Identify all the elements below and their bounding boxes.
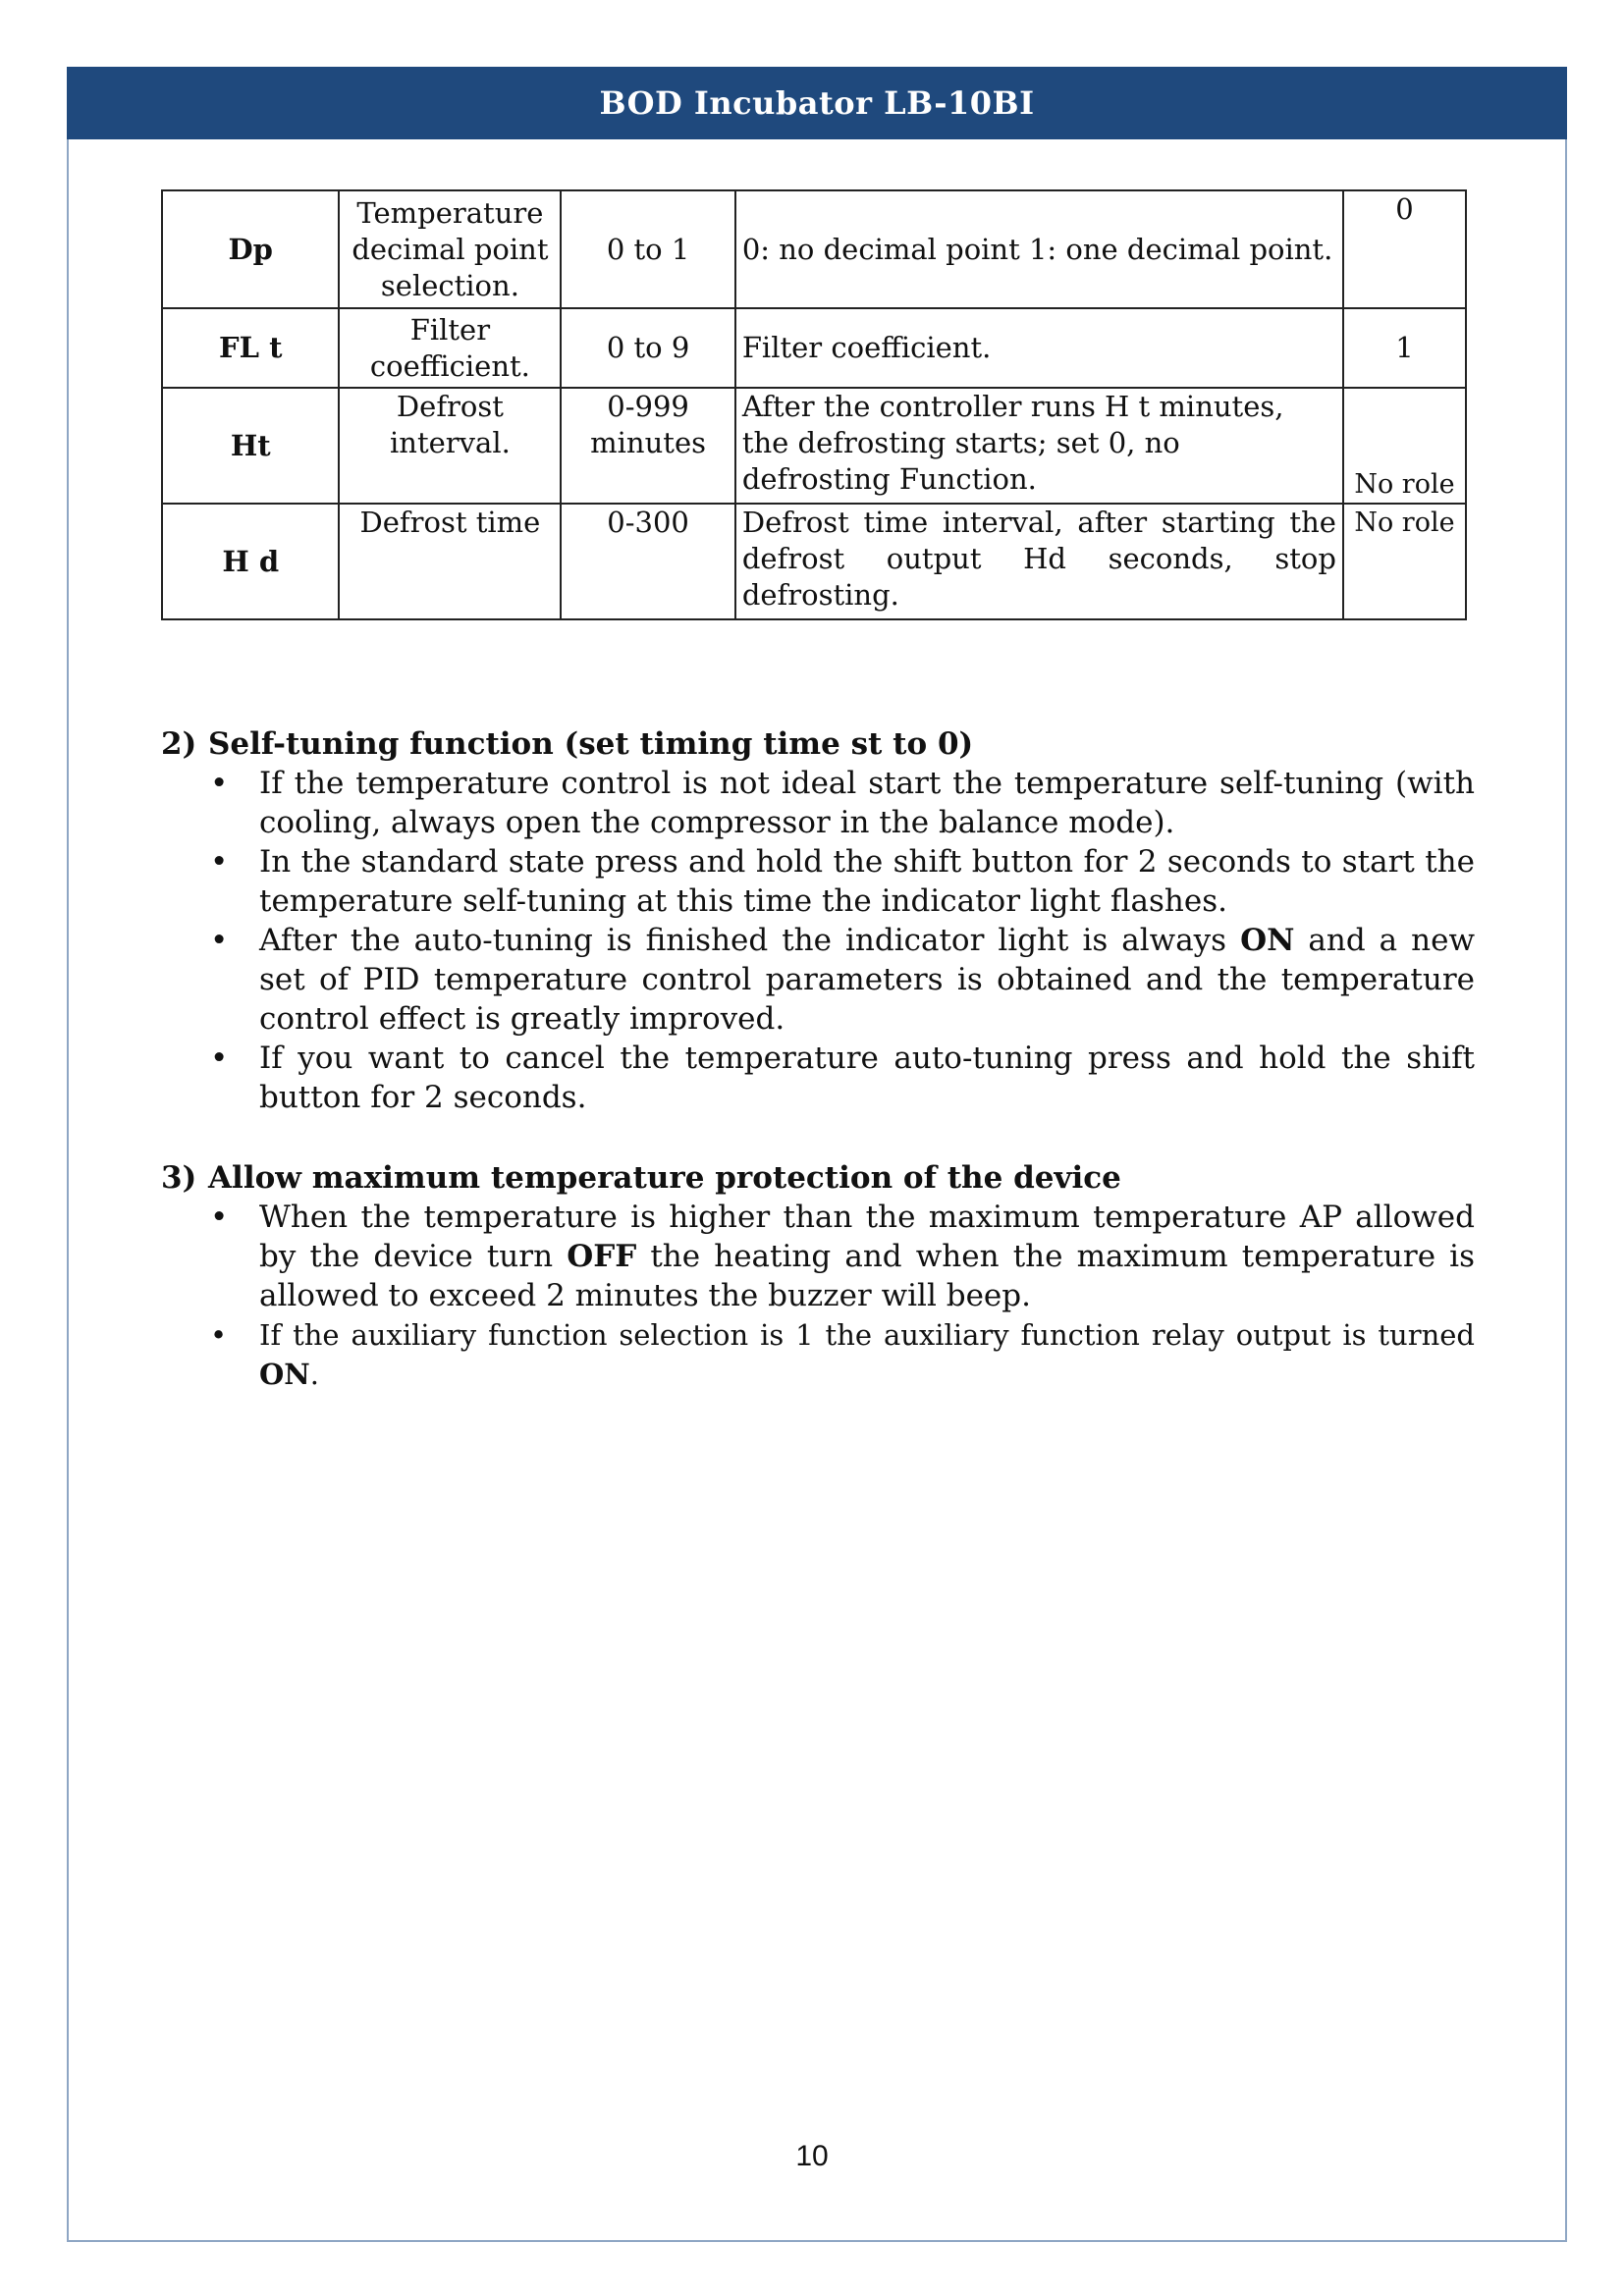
table-row: [162, 504, 1466, 619]
param-description: 0: no decimal point 1: one decimal point.: [735, 190, 1343, 308]
param-description: Defrost time interval, after starting the defrost output Hd seconds, stop defrosting.: [735, 504, 1343, 619]
table-row: [162, 388, 1466, 504]
section-title: Self-tuning function (set timing time st to 0): [208, 726, 974, 762]
page-number: 10: [795, 2140, 829, 2172]
list-item-text: the heating and when the maximum temperature is allowed to exceed 2 minutes the buzzer will beep.: [259, 1239, 1476, 1313]
section-number: 2): [161, 726, 197, 762]
section-max-temp-protection: [161, 1158, 1475, 1394]
param-name: Temperature decimal point selection.: [339, 190, 561, 308]
list-item-text: After the auto-tuning is finished the indicator light is always: [259, 923, 1241, 958]
bullet-list: [161, 1198, 1475, 1394]
list-item: [161, 1315, 1475, 1394]
bullet-icon: •: [210, 766, 229, 801]
param-range: 0 to 9: [561, 308, 734, 388]
bullet-list: [161, 764, 1475, 1117]
param-code: Ht: [162, 388, 339, 504]
param-description: Filter coefficient.: [735, 308, 1343, 388]
param-code: H d: [162, 504, 339, 619]
param-default: 0: [1343, 190, 1466, 308]
bullet-icon: •: [210, 844, 229, 880]
section-number: 3): [161, 1160, 197, 1196]
param-default: No role: [1343, 388, 1466, 504]
bullet-icon: •: [210, 1041, 229, 1076]
parameter-table: [161, 189, 1467, 620]
section-heading: [161, 724, 1475, 764]
list-item-text: If the temperature control is not ideal start the temperature self-tuning (with cooling, always open the compressor in the balance mode).: [259, 766, 1475, 840]
param-name: Filter coefficient.: [339, 308, 561, 388]
param-default: No role: [1343, 504, 1466, 619]
list-item-text: In the standard state press and hold the shift button for 2 seconds to start the temperature self-tuning at this time the indicator light flashes.: [259, 844, 1475, 919]
document-title: BOD Incubator LB-10BI: [599, 84, 1035, 122]
table-row: [162, 308, 1466, 388]
bullet-icon: •: [210, 923, 229, 958]
param-name: Defrost interval.: [339, 388, 561, 504]
list-item: [161, 1198, 1475, 1315]
param-default: 1: [1343, 308, 1466, 388]
section-title: Allow maximum temperature protection of the device: [208, 1160, 1121, 1196]
param-name: Defrost time: [339, 504, 561, 619]
emphasis-text: ON: [259, 1358, 310, 1391]
param-range: 0-300: [561, 504, 734, 619]
list-item: [161, 1039, 1475, 1117]
list-item-text: If the auxiliary function selection is 1 the auxiliary function relay output is turned: [259, 1318, 1475, 1352]
list-item-text: .: [309, 1358, 319, 1391]
bullet-icon: •: [210, 1200, 229, 1235]
list-item-text: When the temperature is higher than the maximum temperature AP allowed by the device turn: [259, 1200, 1475, 1274]
param-description: After the controller runs H t minutes, the defrosting starts; set 0, no defrosting Function.: [735, 388, 1343, 504]
list-item: [161, 921, 1475, 1039]
section-heading: [161, 1158, 1475, 1198]
list-item: [161, 764, 1475, 842]
param-code: FL t: [162, 308, 339, 388]
list-item-text: If you want to cancel the temperature auto-tuning press and hold the shift button for 2 seconds.: [259, 1041, 1475, 1115]
param-range: 0-999 minutes: [561, 388, 734, 504]
param-code: Dp: [162, 190, 339, 308]
emphasis-text: ON: [1240, 923, 1295, 958]
param-range: 0 to 1: [561, 190, 734, 308]
bullet-icon: •: [210, 1318, 228, 1352]
table-row: [162, 190, 1466, 308]
list-item-text: and a new set of PID temperature control parameters is obtained and the temperature control effect is greatly improved.: [259, 923, 1475, 1037]
document-header: [67, 67, 1567, 139]
section-self-tuning: [161, 724, 1475, 1117]
emphasis-text: OFF: [567, 1239, 637, 1274]
list-item: [161, 842, 1475, 921]
